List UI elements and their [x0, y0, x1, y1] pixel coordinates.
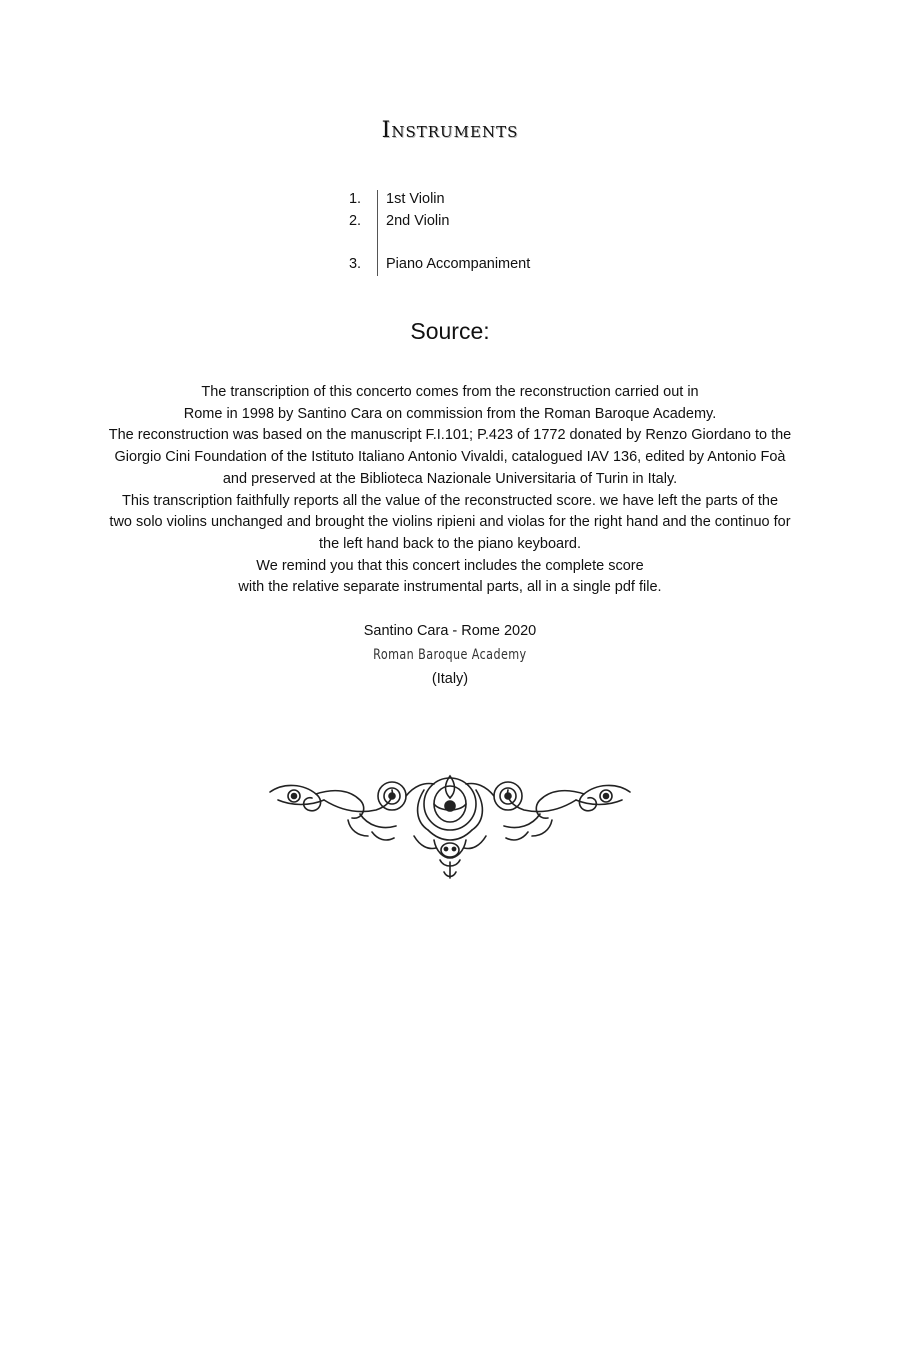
signature-author: Santino Cara - Rome 2020 — [363, 623, 537, 639]
signature-block — [0, 619, 900, 691]
signature-academy: Roman Baroque Academy — [373, 647, 527, 663]
instrument-list — [340, 188, 600, 275]
instruments-heading: Instruments — [381, 118, 519, 143]
source-line: The transcription of this concerto comes from the reconstruction carried out in — [201, 384, 699, 400]
instrument-number: 3. — [348, 256, 362, 272]
instrument-item — [340, 253, 600, 275]
instrument-name: 1st Violin — [386, 191, 445, 207]
source-line: We remind you that this concert includes the complete score — [256, 557, 644, 574]
baroque-flourish-icon — [264, 770, 636, 882]
instrument-name: Piano Accompaniment — [386, 256, 531, 272]
source-line: two solo violins unchanged and brought the violins ripieni and violas for the right hand and the continuo for — [109, 514, 791, 531]
source-line: Giorgio Cini Foundation of the Istituto Italiano Antonio Vivaldi, catalogued IAV 136, edited by Antonio Foà — [114, 449, 786, 466]
instrument-number: 2. — [348, 213, 362, 229]
source-line: This transcription faithfully reports all the value of the reconstructed score. we have left the parts of the — [121, 492, 779, 509]
source-line: the left hand back to the piano keyboard. — [319, 535, 581, 552]
source-paragraph — [60, 382, 840, 599]
source-line: with the relative separate instrumental parts, all in a single pdf file. — [238, 579, 662, 596]
source-heading: Source: — [410, 318, 490, 344]
instrument-number: 1. — [348, 191, 362, 207]
source-line: and preserved at the Biblioteca Nazionale Universitaria of Turin in Italy. — [222, 470, 678, 487]
source-line: The reconstruction was based on the manuscript F.I.101; P.423 of 1772 donated by Renzo Giordano to the — [108, 427, 792, 444]
instrument-name: 2nd Violin — [386, 213, 450, 229]
source-line: Rome in 1998 by Santino Cara on commission from the Roman Baroque Academy. — [183, 405, 717, 422]
instrument-item — [340, 210, 600, 232]
instrument-item — [340, 188, 600, 210]
signature-country: (Italy) — [431, 671, 469, 687]
